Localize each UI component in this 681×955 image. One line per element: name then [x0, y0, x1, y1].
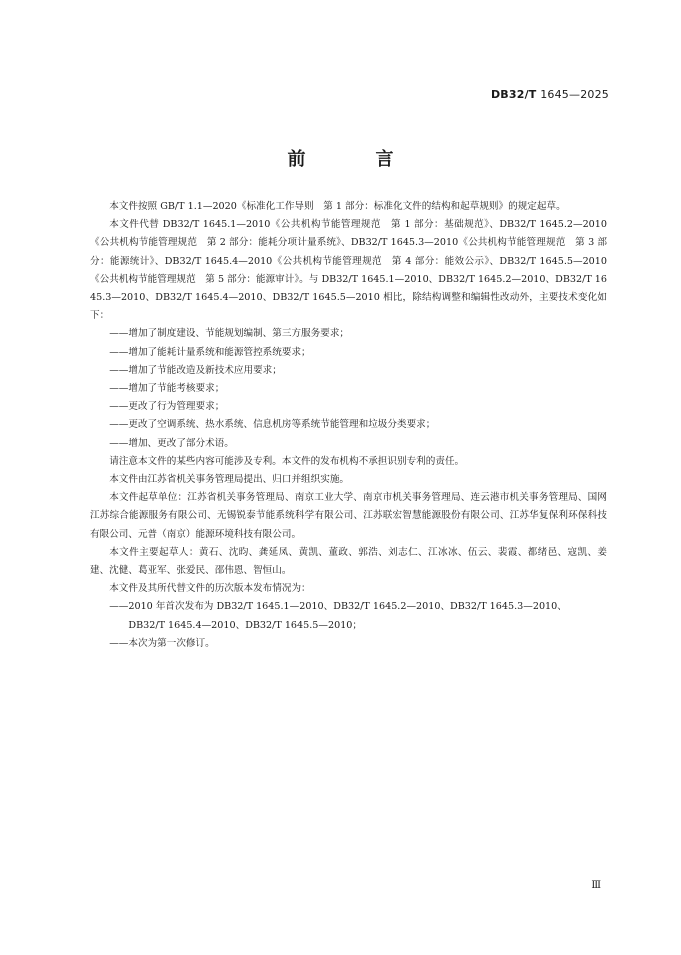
page-number: Ⅲ: [591, 880, 601, 891]
drafters-paragraph: 本文件主要起草人：黄石、沈昀、龚延凤、黄凯、董政、郭浩、刘志仁、江冰冰、伍云、裴霞、都绪邑、寇凯、姜建、沈健、葛亚军、张爱民、邵伟恩、智恒山。: [90, 546, 607, 577]
document-code-number: 1645—2025: [540, 88, 609, 101]
history-intro: 本文件及其所代替文件的历次版本发布情况为：: [109, 583, 311, 595]
drafting-rules-paragraph: 本文件按照 GB/T 1.1—2020《标准化工作导则 第 1 部分：标准化文件的结构和起草规则》的规定起草。: [109, 201, 566, 212]
change-item: ——增加、更改了部分术语。: [109, 437, 234, 449]
change-item: ——增加了能耗计量系统和能源管控系统要求；: [109, 346, 311, 358]
history-item-continuation: DB32/T 1645.4—2010、DB32/T 1645.5—2010；: [128, 619, 362, 631]
drafting-units-paragraph: 本文件起草单位：江苏省机关事务管理局、南京工业大学、南京市机关事务管理局、连云港市机关事务管理局、国网江苏综合能源服务有限公司、无锡锐泰节能系统科学有限公司、江苏联宏智慧能源股份有限公司、江苏华复保利环保科技有限公司、元普（南京）能源环境科技有限公司。: [90, 492, 607, 540]
proposer-paragraph: 本文件由江苏省机关事务管理局提出、归口并组织实施。: [109, 474, 350, 486]
change-item: ——增加了节能改造及新技术应用要求；: [109, 364, 282, 376]
history-item-first-line: ——2010 年首次发布为 DB32/T 1645.1—2010、DB32/T 1645.2—2010、DB32/T 1645.3—2010、: [109, 601, 567, 613]
page-title: 前 言: [287, 149, 420, 170]
document-code-prefix: DB32/T: [490, 88, 537, 101]
history-item-revision: ——本次为第一次修订。: [109, 637, 215, 649]
change-item: ——更改了行为管理要求；: [109, 401, 225, 413]
change-item: ——增加了节能考核要求；: [109, 383, 225, 395]
foreword-body: [90, 198, 607, 653]
replacement-paragraph: 本文件代替 DB32/T 1645.1—2010《公共机构节能管理规范 第 1 部分：基础规范》、DB32/T 1645.2—2010《公共机构节能管理规范 第 2 部分：能耗分项计量系统》、DB32/T 1645.3—2010《公共机构节能管理规范 第 3 部分：能源统计》、DB32/T 1645.4—2010《公共机构节能管理规范 第 4 部分：能效公示》、DB32/T 1645.5—2010《公共机构节能管理规范 第 5 部分：能源审计》。与 DB32/T 1645.1—2010、DB32/T 1645.2—2010、DB32/T 1645.3—2010、DB32/T 1645.4—2010、DB32/T 1645.5—2010 相比，除结构调整和编辑性改动外，主要技术变化如下：: [90, 219, 607, 322]
patent-notice: 请注意本文件的某些内容可能涉及专利。本文件的发布机构不承担识别专利的责任。: [109, 455, 465, 467]
document-code: [491, 88, 609, 101]
change-item: ——增加了制度建设、节能规划编制、第三方服务要求；: [109, 328, 350, 340]
change-item: ——更改了空调系统、热水系统、信息机房等系统节能管理和垃圾分类要求；: [109, 419, 436, 431]
